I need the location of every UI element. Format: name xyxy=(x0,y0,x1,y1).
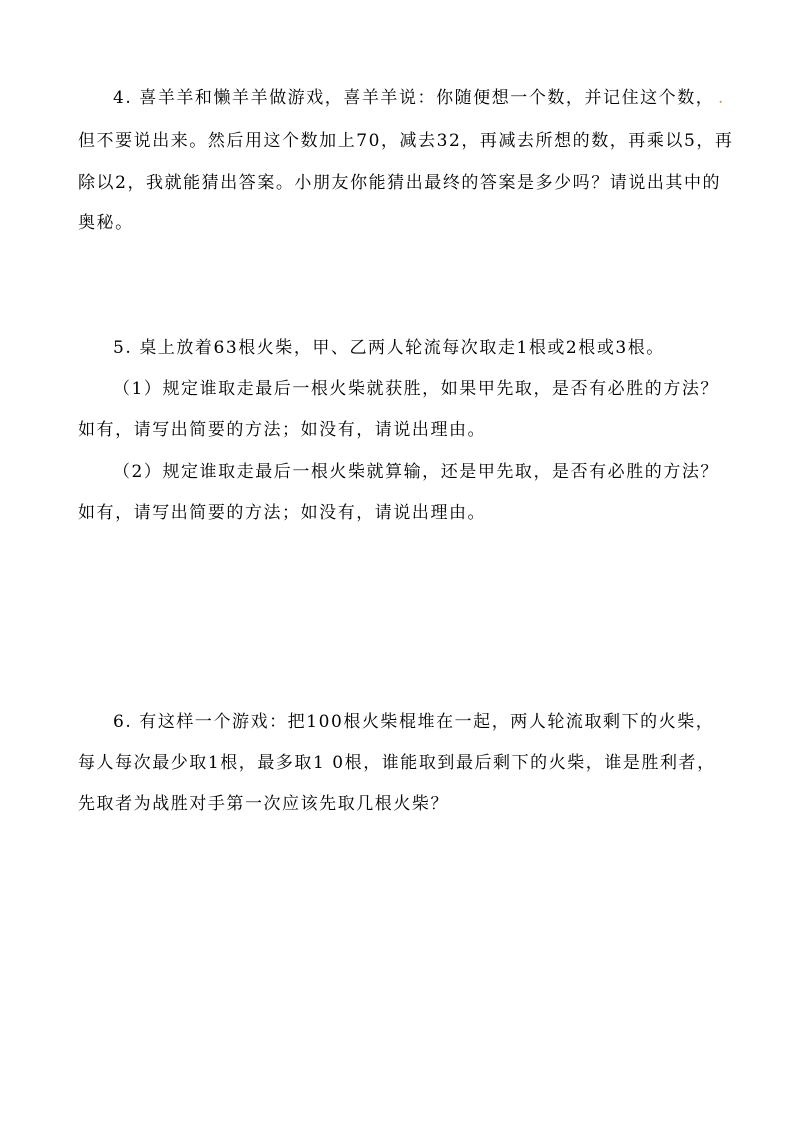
stray-mark: . xyxy=(718,88,725,108)
problem-5-part-2: （2）规定谁取走最后一根火柴就算输，还是甲先取，是否有必胜的方法？ xyxy=(113,462,719,482)
problem-5-part-1-cont: 如有，请写出简要的方法；如没有，请说出理由。 xyxy=(78,420,487,440)
problem-6-line-2: 每人每次最少取1根，最多取1 0根，谁能取到最后剩下的火柴，谁是胜利者， xyxy=(78,753,716,773)
problem-4-line-1: 4. 喜羊羊和懒羊羊做游戏，喜羊羊说：你随便想一个数，并记住这个数， xyxy=(113,88,715,108)
problem-5-part-1: （1）规定谁取走最后一根火柴就获胜，如果甲先取，是否有必胜的方法？ xyxy=(113,379,719,399)
problem-5-part-2-cont: 如有，请写出简要的方法；如没有，请说出理由。 xyxy=(78,503,487,523)
problem-4-line-3: 除以2，我就能猜出答案。小朋友你能猜出最终的答案是多少吗？请说出其中的 xyxy=(78,173,722,193)
problem-5-line-1: 5. 桌上放着63根火柴，甲、乙两人轮流每次取走1根或2根或3根。 xyxy=(113,338,665,358)
problem-6-line-3: 先取者为战胜对手第一次应该先取几根火柴？ xyxy=(78,794,449,814)
problem-4-line-2: 但不要说出来。然后用这个数加上70，减去32，再减去所想的数，再乘以5，再 xyxy=(78,131,734,151)
problem-4-line-4: 奥秘。 xyxy=(78,213,134,233)
problem-6-line-1: 6. 有这样一个游戏：把100根火柴棍堆在一起，两人轮流取剩下的火柴， xyxy=(113,712,715,732)
